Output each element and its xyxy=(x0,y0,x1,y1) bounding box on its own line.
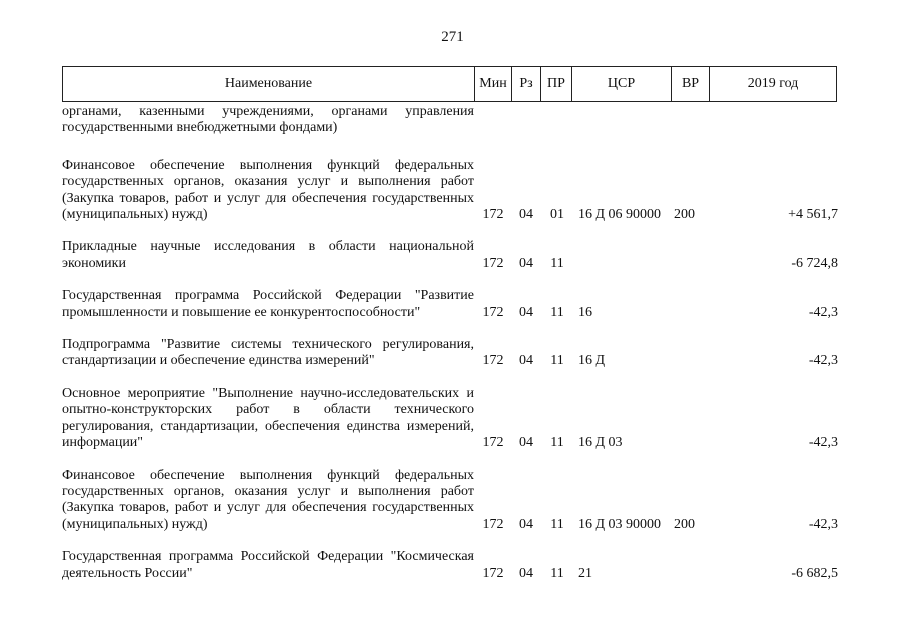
row-min: 172 xyxy=(482,435,504,451)
row-sum: +4 561,7 xyxy=(788,207,838,223)
row-pr: 11 xyxy=(550,255,564,271)
row-sum: -6 682,5 xyxy=(791,565,838,581)
header-name: Наименование xyxy=(63,67,475,101)
row-csr: 21 xyxy=(578,565,592,581)
table-row xyxy=(62,288,842,321)
header-csr: ЦСР xyxy=(572,67,672,101)
row-pr: 11 xyxy=(550,353,564,369)
row-name: Государственная программа Российской Федерации "Развитие промышленности и повышение ее конкурентоспособности" xyxy=(62,288,474,320)
table-row xyxy=(62,158,842,224)
header-vr: ВР xyxy=(672,67,710,101)
row-pr: 11 xyxy=(550,516,564,532)
header-year: 2019 год xyxy=(747,76,799,91)
table-row xyxy=(62,239,842,272)
row-pr: 11 xyxy=(550,565,564,581)
row-min: 172 xyxy=(482,207,504,223)
row-sum: -42,3 xyxy=(808,435,838,451)
row-name: органами, казенными учреждениями, органами управления государственными внебюджетными фондами) xyxy=(62,104,474,136)
table-row xyxy=(62,104,842,137)
row-min: 172 xyxy=(482,565,504,581)
row-sum: -42,3 xyxy=(808,516,838,532)
table-row xyxy=(62,337,842,370)
row-sum: -42,3 xyxy=(808,353,838,369)
row-csr: 16 Д 03 90000 xyxy=(578,516,662,532)
row-csr: 16 Д xyxy=(578,353,606,369)
table-body xyxy=(62,104,842,598)
row-name: Прикладные научные исследования в области национальной экономики xyxy=(62,239,474,271)
row-rz: 04 xyxy=(519,255,533,271)
row-min: 172 xyxy=(482,255,504,271)
row-rz: 04 xyxy=(519,516,533,532)
row-min: 172 xyxy=(482,353,504,369)
header-rz: Рз xyxy=(512,67,541,101)
table-header xyxy=(62,66,837,102)
header-pr: ПР xyxy=(541,67,572,101)
row-name: Основное мероприятие "Выполнение научно-исследовательских и опытно-конструкторских работ в области технического регулирования, стандартизации, обеспечения единства измерений, информации" xyxy=(62,385,474,451)
row-min: 172 xyxy=(482,304,504,320)
row-pr: 11 xyxy=(550,304,564,320)
row-name: Подпрограмма "Развитие системы технического регулирования, стандартизации и обеспечение единства измерений" xyxy=(62,337,474,369)
row-vr: 200 xyxy=(674,207,695,223)
row-sum: -42,3 xyxy=(808,304,838,320)
row-rz: 04 xyxy=(519,435,533,451)
table-row xyxy=(62,468,842,534)
row-rz: 04 xyxy=(519,353,533,369)
header-min: Мин xyxy=(475,67,512,101)
row-pr: 01 xyxy=(550,207,564,223)
row-rz: 04 xyxy=(519,207,533,223)
row-pr: 11 xyxy=(550,435,564,451)
page-number: 271 xyxy=(441,29,464,45)
table-row xyxy=(62,386,842,452)
row-csr: 16 Д 03 xyxy=(578,435,623,451)
row-sum: -6 724,8 xyxy=(791,255,838,271)
row-rz: 04 xyxy=(519,304,533,320)
row-min: 172 xyxy=(482,516,504,532)
table-row xyxy=(62,549,842,582)
row-csr: 16 Д 06 90000 xyxy=(578,207,662,223)
row-name: Государственная программа Российской Федерации "Космическая деятельность России" xyxy=(62,549,474,581)
row-csr: 16 xyxy=(578,304,592,320)
row-name: Финансовое обеспечение выполнения функций федеральных государственных органов, оказания услуг и выполнения работ (Закупка товаров, работ и услуг для обеспечения государственных (муниципальных) нужд) xyxy=(62,157,474,223)
row-vr: 200 xyxy=(674,516,695,532)
row-rz: 04 xyxy=(519,565,533,581)
row-name: Финансовое обеспечение выполнения функций федеральных государственных органов, оказания услуг и выполнения работ (Закупка товаров, работ и услуг для обеспечения государственных (муниципальных) нужд) xyxy=(62,467,474,532)
